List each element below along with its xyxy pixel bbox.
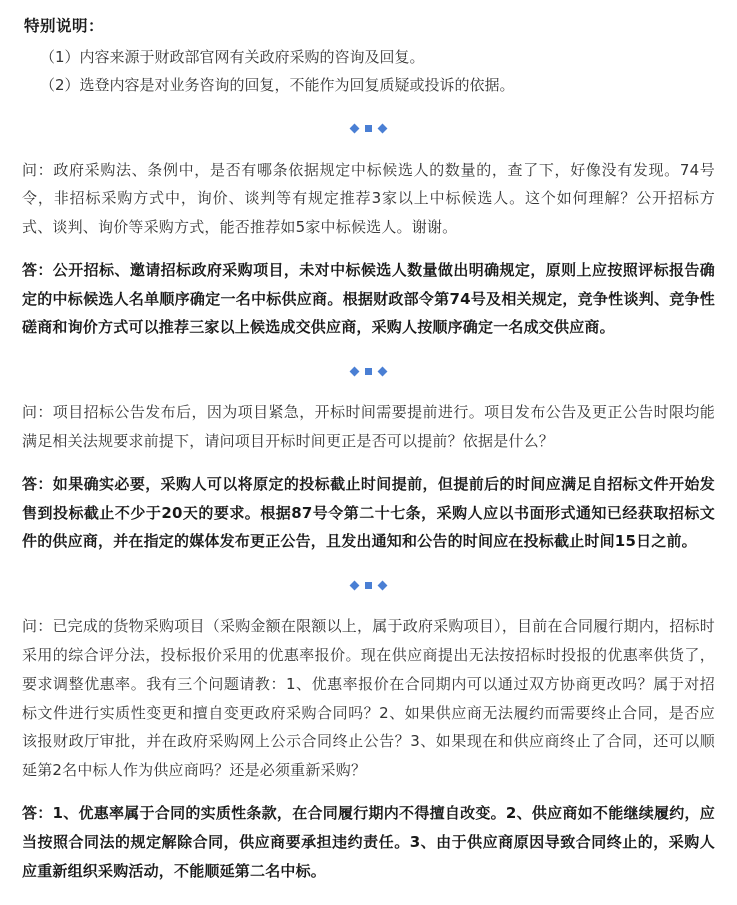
question-text: 问：项目招标公告发布后，因为项目紧急，开标时间需要提前进行。项目发布公告及更正公告时限均能满足相关法规要求前提下，请问项目开标时间更正是否可以提前？依据是什么？ (22, 403, 715, 451)
question-text: 问：政府采购法、条例中，是否有哪条依据规定中标候选人的数量的，查了下，好像没有发现。74号令，非招标采购方式中，询价、谈判等有规定推荐3家以上中标候选人。这个如何理解？公开招标方式、谈判、询价等采购方式，能否推荐如5家中标候选人。谢谢。 (22, 160, 715, 237)
special-notice-title: 特别说明： (24, 17, 105, 35)
qa-block-2 (22, 398, 715, 556)
special-notice-section (22, 14, 715, 100)
square-icon (365, 125, 372, 132)
diamond-icon (378, 580, 388, 590)
answer-text: 答：如果确实必要，采购人可以将原定的投标截止时间提前，但提前后的时间应满足自招标文件开始发售到投标截止不少于20天的要求。根据87号令第二十七条，采购人应以书面形式通知已经获取招标文件的供应商，并在指定的媒体发布更正公告，且发出通知和公告的时间应在投标截止时间15日之前。 (22, 474, 715, 551)
square-icon (365, 582, 372, 589)
qa-block-3 (22, 612, 715, 885)
section-divider-1 (22, 122, 715, 136)
diamond-icon (378, 366, 388, 376)
diamond-icon (350, 366, 360, 376)
list-item: （1）内容来源于财政部官网有关政府采购的咨询及回复。 (40, 48, 425, 66)
qa-block-1 (22, 156, 715, 343)
square-icon (365, 368, 372, 375)
answer-text: 答：1、优惠率属于合同的实质性条款，在合同履行期内不得擅自改变。2、供应商如不能继续履约，应当按照合同法的规定解除合同，供应商要承担违约责任。3、由于供应商原因导致合同终止的，采购人应重新组织采购活动，不能顺延第二名中标。 (22, 804, 715, 880)
list-item: （2）选登内容是对业务咨询的回复，不能作为回复质疑或投诉的依据。 (40, 75, 515, 94)
diamond-icon (378, 124, 388, 134)
special-notice-list (22, 44, 715, 100)
answer-text: 答：公开招标、邀请招标政府采购项目，未对中标候选人数量做出明确规定，原则上应按照评标报告确定的中标候选人名单顺序确定一名中标供应商。根据财政部令第74号及相关规定，竞争性谈判、竞争性磋商和询价方式可以推荐三家以上候选成交供应商，采购人按顺序确定一名成交供应商。 (22, 260, 715, 337)
section-divider-2 (22, 364, 715, 378)
diamond-icon (350, 580, 360, 590)
question-text: 问：已完成的货物采购项目（采购金额在限额以上，属于政府采购项目），目前在合同履行期内，招标时采用的综合评分法，投标报价采用的优惠率报价。现在供应商提出无法按招标时投报的优惠率供货了，要求调整优惠率。我有三个问题请教：1、优惠率报价在合同期内可以通过双方协商更改吗？属于对招标文件进行实质性变更和擅自变更政府采购合同吗？2、如果供应商无法履约而需要终止合同，是否应该报财政厅审批，并在政府采购网上公示合同终止公告？3、如果现在和供应商终止了合同，还可以顺延第2名中标人作为供应商吗？还是必须重新采购？ (22, 617, 715, 780)
section-divider-3 (22, 578, 715, 592)
diamond-icon (350, 124, 360, 134)
